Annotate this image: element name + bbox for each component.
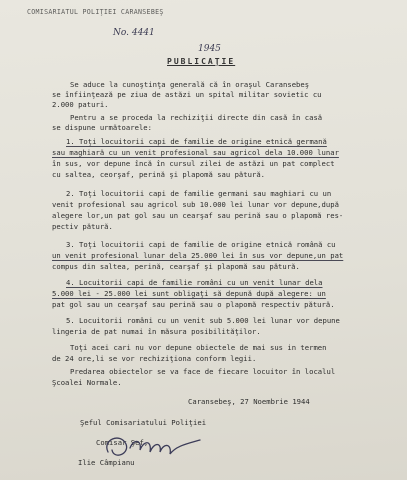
body-line: se dispune următoarele: bbox=[52, 123, 152, 132]
body-line: 5.000 lei - 25.000 lei sunt obligaţi să depună după alegere: un bbox=[52, 289, 326, 298]
body-line: se înfiinţează pe ziua de astăzi un spital militar sovietic cu bbox=[52, 90, 322, 99]
police-stamp-header: COMISARIATUL POLIŢIEI CARANSEBEŞ bbox=[27, 8, 164, 16]
body-line: un venit profesional lunar dela 25.000 lei în sus vor depune,un pat bbox=[52, 251, 344, 260]
body-line: sau maghiară cu un venit profesional sau agricol dela 10.000 lunar bbox=[52, 148, 339, 157]
body-line: cu saltea, ceorşaf, perină şi plapomă sau pătură. bbox=[52, 170, 266, 179]
body-line: 2. Toţi locuitorii capi de familie germani sau maghiari cu un bbox=[66, 189, 332, 198]
body-line: pat gol sau un cearşaf sau perină sau o plapomă respectiv pătură. bbox=[52, 300, 335, 309]
signature-rank: Comisar Şef, bbox=[96, 438, 149, 447]
handwritten-year: 1945 bbox=[198, 44, 221, 54]
signatory-name: Ilie Câmpianu bbox=[78, 458, 135, 467]
body-line: Şcoalei Normale. bbox=[52, 378, 122, 387]
body-line: Se aduce la cunoştinţa generală că în oraşul Caransebeş bbox=[70, 80, 310, 89]
body-line: 4. Locuitorii capi de familie români cu un venit lunar dela bbox=[66, 278, 323, 287]
body-line: pectiv pătură. bbox=[52, 222, 113, 231]
body-line: Toţi acei cari nu vor depune obiectele de mai sus in termen bbox=[70, 343, 327, 352]
body-line: compus din saltea, perină, cearşaf şi plapomă sau pătură. bbox=[52, 262, 300, 271]
body-line: 2.000 paturi. bbox=[52, 100, 109, 109]
body-line: 1. Toţi locuitorii capi de familie de origine etnică germană bbox=[66, 137, 327, 146]
body-line: Pentru a se proceda la rechiziţii directe din casă în casă bbox=[70, 113, 323, 122]
body-line: alegere lor,un pat gol sau un cearşaf sau perină sau o plapomă res- bbox=[52, 211, 344, 220]
document-title: PUBLICAŢIE bbox=[167, 57, 236, 66]
signature-office: Şeful Comisariatului Poliţiei bbox=[80, 418, 207, 427]
body-line: 3. Toţi locuitorii capi de familie de origine etnică română cu bbox=[66, 240, 336, 249]
body-line: de 24 ore,li se vor rechiziţiona conform legii. bbox=[52, 354, 257, 363]
body-line: venit profesional sau agricol sub 10.000 lei lunar vor depune,după bbox=[52, 200, 339, 209]
body-line: 5. Locuitorii români cu un venit sub 5.000 lei lunar vor depune bbox=[66, 316, 340, 325]
handwritten-signature bbox=[100, 422, 210, 470]
body-line: Predarea obiectelor se va face de fiecare locuitor în localul bbox=[70, 367, 336, 376]
handwritten-registration-number: No. 4441 bbox=[113, 28, 155, 38]
body-line: lingeria de pat numai în măsura posibilităţilor. bbox=[52, 327, 261, 336]
date-line: Caransebeş, 27 Noembrie 1944 bbox=[188, 397, 310, 406]
body-line: în sus, vor depune încă în cursul zilei de astăzi un pat complect bbox=[52, 159, 335, 168]
